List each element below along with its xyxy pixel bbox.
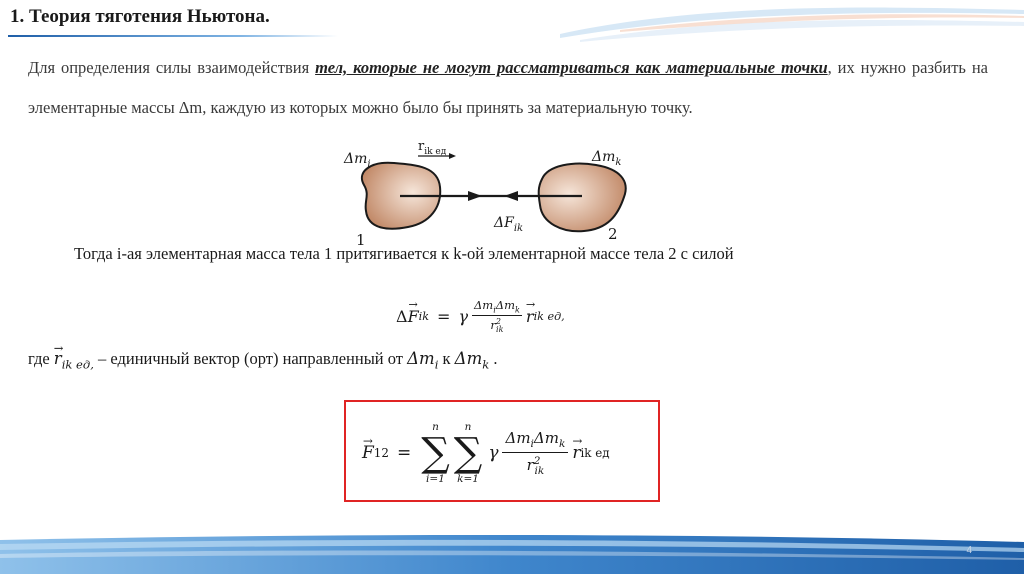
slide-title: 1. Теория тяготения Ньютона. — [10, 6, 270, 27]
svg-text:rik ед: $r_{ik ед}$ — [418, 139, 447, 157]
force-formula: Δ → F ik = γ $\frac{\Delta m_i\Delta m_k}{r^2_{ik}}$ → r ik ед, — [396, 294, 565, 338]
arrow-right-head — [468, 191, 482, 201]
intro-text-after: , их нужно разбить на элементарные массы Δm, каждую из которых можно было бы принять за материальную точку. — [28, 58, 989, 117]
title-underline — [8, 35, 338, 37]
label-delta-mk: Δm — [592, 149, 616, 165]
footer-wave-decoration — [0, 530, 1024, 574]
mass-fraction: $\frac{\Delta m_i\Delta m_k}{r^2_{ik}}$ — [474, 297, 520, 335]
svg-text:Δmk: $\Delta m_k$ — [592, 149, 622, 168]
mass-fraction-2: $\frac{\Delta m_i\Delta m_k}{r^2_{ik}}$ — [502, 429, 568, 477]
label-delta-f: ΔF — [494, 215, 514, 231]
f-vector: → F — [408, 307, 419, 326]
definition-text: где → $r_{ik ед,}$ – единичный вектор (орт) направленный от $\Delta m_i$ к $\Delta m_k$ . — [28, 349, 497, 371]
label-unit-vector: r — [418, 139, 425, 154]
intro-emphasis: тел, которые не могут рассматриваться как материальные точки — [315, 58, 828, 77]
sum-over-k: n ∑ k=1 — [453, 421, 483, 485]
statement-text: Тогда i-ая элементарная масса тела 1 притягивается к k-ой элементарной массе тела 2 с силой — [74, 244, 734, 263]
label-delta-mi: Δm — [344, 151, 368, 167]
total-force-box — [344, 400, 660, 502]
two-bodies-figure — [338, 135, 638, 250]
unit-vector: → r — [526, 307, 534, 326]
label-body-1: 1 — [356, 231, 366, 249]
page-number: 4 — [966, 545, 972, 556]
sum-over-i: n ∑ i=1 — [421, 421, 450, 485]
intro-text-before: Для определения силы взаимодействия — [28, 58, 316, 77]
total-force-formula: → F 12 = n ∑ i=1 n ∑ k=1 γ $\frac{\Delta m_i\Delta m_k}{r^2_{ik}}$ → r ik ед — [362, 414, 610, 492]
svg-text:Δmi: $\Delta m_i$ — [344, 151, 371, 170]
label-body-2: 2 — [608, 225, 618, 243]
body-2-shape — [539, 164, 626, 232]
intro-paragraph — [28, 48, 988, 128]
svg-text:ΔFik: $\Delta F_{ik}$ — [494, 215, 524, 234]
arrow-left-head — [504, 191, 518, 201]
